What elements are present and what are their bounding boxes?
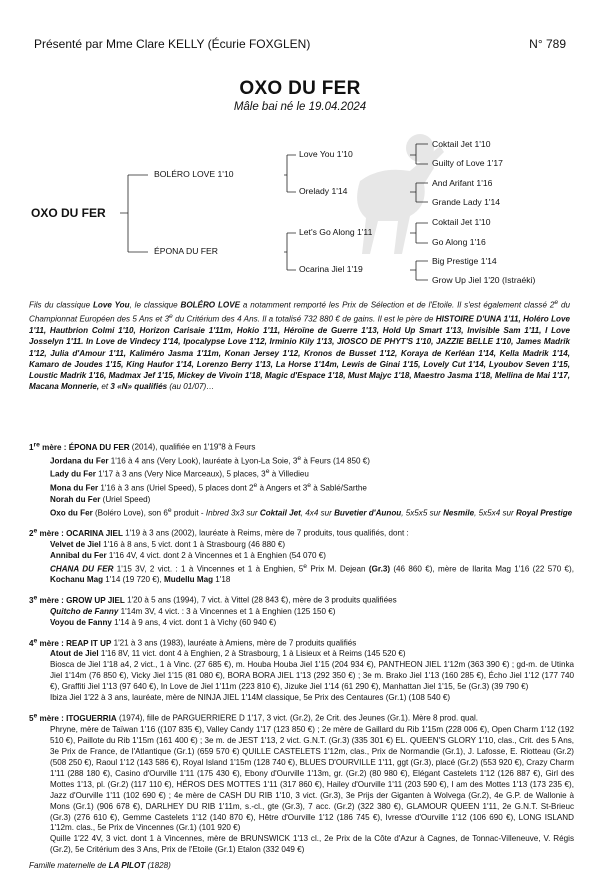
horse-name-title: OXO DU FER — [239, 78, 361, 99]
second-dam-section — [29, 526, 574, 586]
pedigree-sire-dam: Orelady 1'14 — [299, 186, 348, 196]
pedigree-gen3-7: Big Prestige 1'14 — [432, 256, 497, 266]
pedigree-gen3-8: Grow Up Jiel 1'20 (Istraéki) — [432, 275, 536, 285]
pedigree-dam-sire: Let's Go Along 1'11 — [299, 227, 373, 237]
fifth-dam-heading: 5e mère : ITOGUERRIA (1974), fille de PARGUERRIERE D 1'17, 3 vict. (Gr.2), 2e Crit. des Jeunes (Gr.1). Mère 8 prod. qual. — [29, 712, 479, 723]
pedigree-tree — [0, 130, 600, 290]
produce-line: Phryne, mère de Taïwan 1'16 ((107 835 €), Valley Candy 1'17 (123 850 €) ; 2e mère de Gaillard du Rib 1'15m (228 006 €), Open Charm 1'12 (192 510 €), Paillote du Rib 1'15m (161 400 €) ; 3e m. de JEST 1'13, 2 vict. G.N.T. (Gr.3) (335 301 €) EL. QUEEN'S GLORY 1'10, clas., Crit. des 5 Ans, 3e Prix de France, de l'Atlantique (Gr.1) (659 570 €) QUILLE CASTELETS 1'12m, clas., Prix de Normandie (Gr.1), J. Lafosse, E. Riotteau (Gr.2) (508 250 €), Raoul 1'12 (143 586 €), Royal Island 1'15m (128 740 €), BLUES D'OURVILLE 1'11, ggt (Gr.3), placé (Gr.2) (553 920 €), Crazy Charm 1'11 (288 180 €), Casino d'Ourville 1'11 (175 430 €), Ebony d'Ourville 1'13m, gr. (Gr.2) (80 980 €), Elégant Castelets 1'12 (126 887 €), Girl des Mottes 1'13, pl. (Gr.2) (117 110 €), HÉROS DES MOTTES 1'11 (317 860 €), Hailey d'Ourville 1'11 (203 590 €), I am des Mottes 1'13 (173 235 €), Jazz d'Ourville 1'11 (102 690 €) ; 4e mère de CASH DU RIB 1'10, 3 vict. (Gr.3), 3e Prijs der Giganten à Wolvega (Gr.2), 4e G.P. de Wallonie à Mons (Gr.1) (906 678 €), DARLHEY DU RIB 1'11m, s.-cl., gte (Gr.3), 7 acc. (Gr.2) (322 380 €), GLAMOUR QUEEN 1'11, 2e G.N.T. St-Brieuc (Gr.3) (276 610 €), Gemme Castelets 1'12 (140 870 €), Hêtre d'Ourville 1'12 (186 745 €), Ivresse d'Ourville 1'12 (106 690 €), LONG ISLAND 1'12m. clas., 5e Prix de Vincennes (Gr.1) (101 920 €) — [50, 724, 574, 833]
produce-line: Biosca de Jiel 1'18 a4, 2 vict., 1 à Vinc. (27 685 €), m. Houba Houba Jiel 1'15 (204 934 €), PANTHEON JIEL 1'12m (363 390 €) ; gd-m. de Utinka Jiel 1'14m (76 850 €), Vicky Jiel 1'15 (81 080 €), BORA BORA JIEL 1'13 (292 350 €) ; 3e m. Brako Jiel 1'13 (160 285 €), Écho Jiel 1'12 (177 740 €), Graffiti Jiel 1'13 (97 640 €), In Love de Jiel 1'11m (223 810 €), Jizuke Jiel 1'14 (61 290 €), Manhattan Jiel 1'15, 5e (Gr.3) (39 790 €) — [50, 660, 574, 692]
maternal-family: Famille maternelle de LA PILOT (1828) — [29, 861, 171, 870]
produce-line: Annibal du Fer 1'16 4V, 4 vict. dont 2 à Vincennes et 1 à Enghien (54 070 €) — [50, 550, 326, 560]
pedigree-gen3-6: Go Along 1'16 — [432, 237, 486, 247]
produce-line: Mona du Fer 1'16 à 3 ans (Uriel Speed), 5 places dont 2e à Angers et 3e à Sablé/Sarthe — [50, 481, 367, 493]
horse-subtitle: Mâle bai né le 19.04.2024 — [233, 101, 367, 113]
produce-line: CHANA DU FER 1'15 3V, 2 vict. : 1 à Vincennes et 1 à Enghien, 5e Prix M. Dejean (Gr.3) (46 860 €), mère de Ilarita Mag 1'16 (22 570 €), Kochanu Mag 1'14 (19 720 €), Mudellu Mag 1'18 — [50, 562, 574, 585]
pedigree-gen3-3: And Arifant 1'16 — [432, 178, 493, 188]
third-dam-section — [29, 593, 574, 629]
sire-description: Fils du classique Love You, le classique BOLÉRO LOVE a notamment remporté les Prix de Sélection et de l'Etoile. Il s'est également classé 2e du Championnat Européen des 5 Ans et 3e du Critérium des 4 Ans. Il a totalisé 732 880 € de gains. Il est le père de HISTOIRE D'UNA 1'11, Holéro Love 1'11, Hautbrion Colmi 1'10, Horizon Carisaie 1'11m, Hokio 1'11, Héroïne de Guerre 1'13, Hold Up Smart 1'13, Invisible Sam 1'11, I Love Josselyn 1'11. In Love de Vindecy 1'14, Ipocalypse Love 1'12, Irminio Kily 1'13, JIOSCO DE PHYT'S 1'10, JAZZIE BELLE 1'10, James Madrik 1'12, Julia d'Amour 1'11, Kaliméro Jasma 1'11m, Konan Jersey 1'12, Kronos de Busset 1'12, Koraya de Kerléan 1'14, Kella Madrik 1'14, Kamaro de Joudes 1'15, King Haufor 1'14, Lorenzo Berry 1'13, La Horse 1'14m, Lewis de Ginai 1'15, Lovely Cut 1'14, Lyoubov Seven 1'15, Loustic Madrik 1'16, Madmax Jef 1'15, Mickey de Vivoin 1'18, Magic d'Espace 1'18, Must Majyc 1'18, Maestro Jasma 1'18, Mellina de Mai 1'17, Macana Monnerie, et 3 «N» qualifiés (au 01/07)… — [29, 299, 570, 392]
produce-line: Quitcho de Fanny 1'14m 3V, 4 vict. : 3 à Vincennes et 1 à Enghien (125 150 €) — [50, 606, 336, 616]
produce-line: Voyou de Fanny 1'14 à 9 ans, 4 vict. dont 1 à Vichy (60 940 €) — [50, 617, 277, 627]
pedigree-dam: ÉPONA DU FER — [154, 246, 218, 256]
maternal-line — [29, 440, 574, 863]
first-dam-heading: 1re mère : ÉPONA DU FER (2014), qualifiée en 1'19"8 à Feurs — [29, 441, 256, 452]
pedigree-gen3-4: Grande Lady 1'14 — [432, 197, 501, 207]
produce-line: Ibiza Jiel 1'22 à 3 ans, lauréate, mère de NINJA JIEL 1'14M classique, 5e Prix des Centaures (Gr.1) (108 540 €) — [50, 693, 451, 703]
fourth-dam-section — [29, 636, 574, 704]
second-dam-heading: 2e mère : OCARINA JIEL 1'19 à 3 ans (2002), lauréate à Reims, mère de 7 produits, tous qualifiés, dont : — [29, 527, 409, 538]
third-dam-heading: 3e mère : GROW UP JIEL 1'20 à 5 ans (1994), 7 vict. à Vittel (28 843 €), mère de 3 produits qualifiées — [29, 594, 397, 605]
lot-number: N° 789 — [529, 37, 566, 51]
first-dam-section — [29, 440, 574, 519]
pedigree-dam-dam: Ocarina Jiel 1'19 — [299, 264, 363, 274]
presenter-line: Présenté par Mme Clare KELLY (Écurie FOXGLEN) — [34, 37, 311, 51]
pedigree-sire-sire: Love You 1'10 — [299, 149, 353, 159]
produce-line: Atout de Jiel 1'16 8V, 11 vict. dont 4 à Enghien, 2 à Strasbourg, 1 à Lisieux et à Reims (145 520 €) — [50, 649, 406, 659]
pedigree-gen3-1: Coktail Jet 1'10 — [432, 139, 491, 149]
produce-line: Quille 1'22 4V, 3 vict. dont 1 à Vincennes, mère de BRUNSWICK 1'13 cl., 2e Prix de la Côte d'Azur à Cagnes, de Tonnac-Villeneuve, V. Régis (Gr.2), 5e Critérium des 3 Ans, Prix de l'Etoile (Gr.1) Etalon (332 049 €) — [50, 834, 574, 855]
produce-line: Jordana du Fer 1'16 à 4 ans (Very Look), lauréate à Lyon-La Soie, 3e à Feurs (14 850 €) — [50, 454, 370, 466]
pedigree-sire: BOLÉRO LOVE 1'10 — [154, 169, 234, 179]
pedigree-gen3-2: Guilty of Love 1'17 — [432, 158, 503, 168]
fifth-dam-section — [29, 711, 574, 856]
produce-line: Velvet de Jiel 1'16 à 8 ans, 5 vict. dont 1 à Strasbourg (46 880 €) — [50, 539, 286, 549]
produce-line: Oxo du Fer (Boléro Love), son 6e produit - Inbred 3x3 sur Coktail Jet, 4x4 sur Buvetier d'Aunou, 5x5x5 sur Nesmile, 5x5x4 sur Royal Prestige — [50, 506, 573, 518]
produce-line: Lady du Fer 1'17 à 3 ans (Very Nice Marceaux), 5 places, 3e à Villedieu — [50, 468, 309, 479]
fourth-dam-heading: 4e mère : REAP IT UP 1'21 à 3 ans (1983), lauréate à Amiens, mère de 7 produits qualifiés — [29, 636, 357, 648]
produce-line: Norah du Fer (Uriel Speed) — [50, 494, 151, 504]
pedigree-subject: OXO DU FER — [31, 206, 106, 220]
pedigree-gen3-5: Coktail Jet 1'10 — [432, 217, 491, 227]
